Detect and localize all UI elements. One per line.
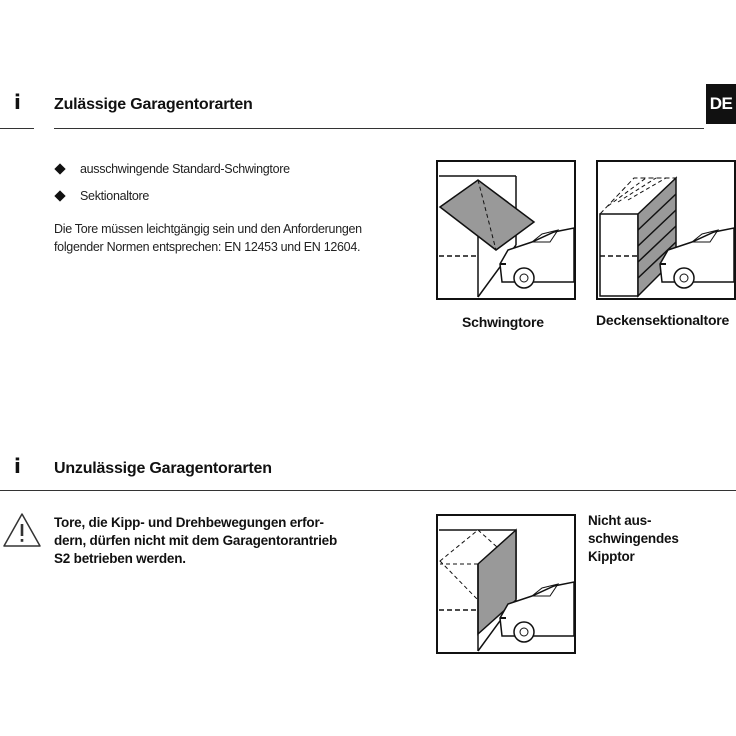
warning-triangle-icon xyxy=(2,512,42,548)
requirements-line: folgender Normen entsprechen: EN 12453 und EN 12604. xyxy=(54,240,361,254)
tilt-door-illustration xyxy=(436,514,576,654)
list-item-label: Sektionaltore xyxy=(80,189,150,203)
caption-line: Nicht aus- xyxy=(588,513,652,528)
caption-line: schwingendes xyxy=(588,531,679,546)
warning-line: dern, dürfen nicht mit dem Garagentorantrieb xyxy=(54,533,337,548)
swing-door-illustration xyxy=(436,160,576,300)
figure-caption-swing: Schwingtore xyxy=(462,314,544,330)
section-divider-left xyxy=(0,128,34,129)
section-title-allowed: Zulässige Garagentorarten xyxy=(54,96,253,113)
requirements-text xyxy=(54,220,394,256)
diamond-bullet-icon xyxy=(54,163,65,174)
sectional-door-illustration xyxy=(596,160,736,300)
info-icon: i xyxy=(14,454,21,478)
figure-caption-sectional: Deckensektionaltore xyxy=(596,312,730,328)
list-item xyxy=(56,189,149,203)
info-icon: i xyxy=(14,90,21,114)
caption-line: Kipptor xyxy=(588,549,635,564)
section-divider xyxy=(0,490,736,491)
warning-line: Tore, die Kipp- und Drehbewegungen erfor- xyxy=(54,515,324,530)
list-item-label: ausschwingende Standard-Schwingtore xyxy=(80,162,290,176)
list-item xyxy=(56,162,290,176)
language-badge: DE xyxy=(706,84,736,124)
diamond-bullet-icon xyxy=(54,190,65,201)
section-title-forbidden: Unzulässige Garagentorarten xyxy=(54,460,272,477)
section-divider xyxy=(54,128,704,129)
warning-text xyxy=(54,514,374,568)
warning-line: S2 betrieben werden. xyxy=(54,551,186,566)
figure-caption-tilt xyxy=(588,512,679,566)
requirements-line: Die Tore müssen leichtgängig sein und den Anforderungen xyxy=(54,222,362,236)
